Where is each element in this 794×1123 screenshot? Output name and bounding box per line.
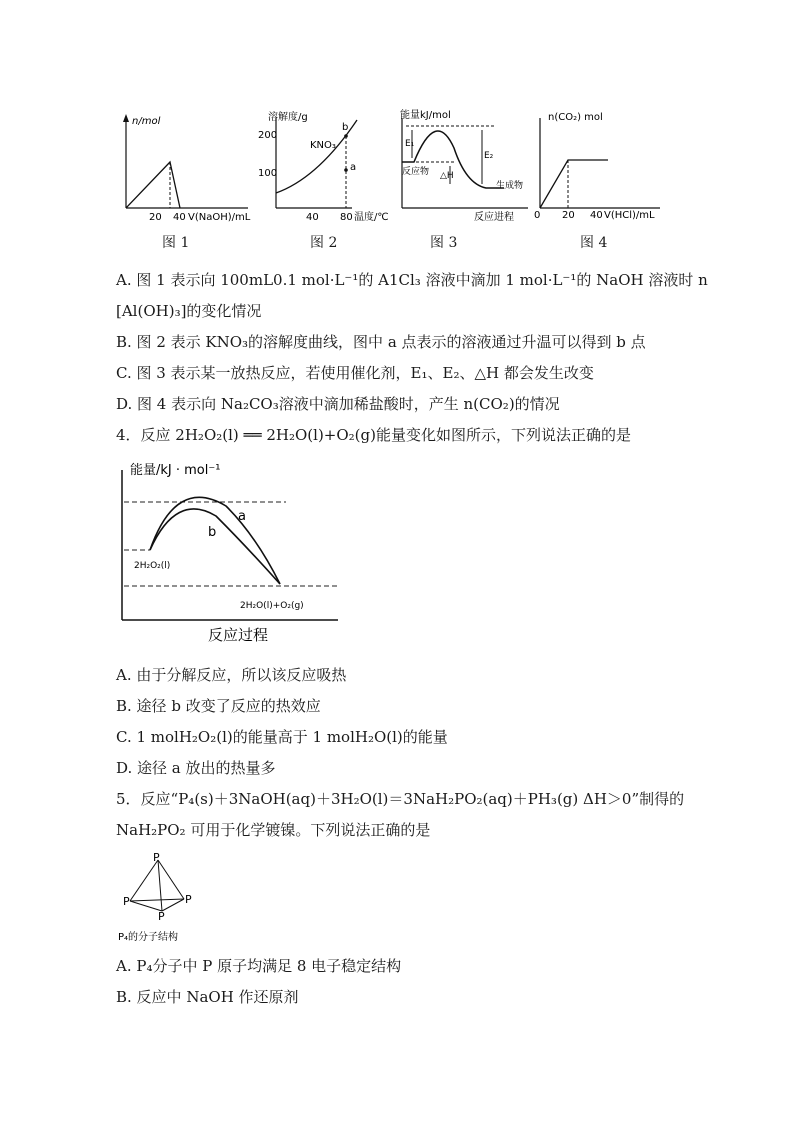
figure-4 <box>532 108 672 228</box>
q4-option-c: C. 1 molH₂O₂(l)的能量高于 1 molH₂O(l)的能量 <box>116 728 448 746</box>
p4-atom-top: P <box>153 851 160 864</box>
p4-molecule-diagram <box>116 850 216 946</box>
fig4-tick-20: 20 <box>562 210 575 221</box>
q4-graph-product: 2H₂O(l)+O₂(g) <box>240 601 304 611</box>
fig3-product: 生成物 <box>496 181 524 191</box>
fig4-tick-0: 0 <box>534 210 541 221</box>
fig3-reactant: 反应物 <box>402 167 430 177</box>
fig3-e2: E₂ <box>484 151 494 161</box>
q3-option-a-line1: A. 图 1 表示向 100mL0.1 mol·L⁻¹的 A1Cl₃ 溶液中滴加 1 mol·L⁻¹的 NaOH 溶液时 n <box>116 271 708 289</box>
fig4-xlabel: V(HCl)/mL <box>604 210 655 221</box>
fig2-xtick-40: 40 <box>306 212 319 223</box>
fig1-tick-20: 20 <box>149 212 162 223</box>
fig1-tick-40: 40 <box>173 212 186 223</box>
fig2-caption: 图 2 <box>310 235 338 251</box>
fig4-tick-40: 40 <box>590 210 603 221</box>
fig4-ylabel: n(CO₂) mol <box>548 112 603 123</box>
q4-graph-ylabel: 能量/kJ · mol⁻¹ <box>130 463 221 478</box>
q5-stem-line1: 5．反应“P₄(s)＋3NaOH(aq)＋3H₂O(l)＝3NaH₂PO₂(aq)＋PH₃(g) ΔH＞0”制得的 <box>116 790 685 808</box>
p4-atom-bottom: P <box>158 910 165 923</box>
fig2-ylabel: 溶解度/g <box>268 112 308 123</box>
q3-option-a-line2: [Al(OH)₃]的变化情况 <box>116 302 262 320</box>
fig3-xlabel: 反应进程 <box>474 212 514 223</box>
q3-option-c: C. 图 3 表示某一放热反应，若使用催化剂，E₁、E₂、△H 都会发生改变 <box>116 364 594 382</box>
fig1-ylabel: n/mol <box>132 116 161 127</box>
figure-2 <box>258 108 398 228</box>
q4-graph-reactant: 2H₂O₂(l) <box>134 561 171 571</box>
q5-stem-line2: NaH₂PO₂ 可用于化学镀镍。下列说法正确的是 <box>116 821 431 839</box>
q5-option-a: A. P₄分子中 P 原子均满足 8 电子稳定结构 <box>116 957 402 975</box>
q4-option-b: B. 途径 b 改变了反应的热效应 <box>116 697 321 715</box>
fig1-xlabel: V(NaOH)/mL <box>188 212 251 223</box>
q4-energy-graph <box>116 456 346 646</box>
q4-graph-curve-a: a <box>238 509 246 524</box>
q4-option-a: A. 由于分解反应，所以该反应吸热 <box>116 666 347 684</box>
q4-graph-curve-b: b <box>208 525 217 540</box>
figure-3 <box>396 108 536 228</box>
q5-option-b: B. 反应中 NaOH 作还原剂 <box>116 988 299 1006</box>
p4-atom-left: P <box>123 895 130 908</box>
fig3-dh: △H <box>440 171 454 181</box>
fig2-curve-label: KNO₃ <box>310 140 336 151</box>
q3-option-d: D. 图 4 表示向 Na₂CO₃溶液中滴加稀盐酸时，产生 n(CO₂)的情况 <box>116 395 560 413</box>
p4-atom-right: P <box>185 893 192 906</box>
q4-graph-xlabel: 反应过程 <box>208 626 269 644</box>
fig3-ylabel: 能量kJ/mol <box>400 110 451 121</box>
fig1-caption: 图 1 <box>162 235 190 251</box>
fig2-xlabel: 温度/℃ <box>354 212 389 223</box>
q4-stem: 4．反应 2H₂O₂(l) ══ 2H₂O(l)+O₂(g)能量变化如图所示，下列说法正确的是 <box>116 426 631 444</box>
fig3-caption: 图 3 <box>430 235 458 251</box>
fig2-xtick-80: 80 <box>340 212 353 223</box>
q4-option-d: D. 途径 a 放出的热量多 <box>116 759 276 777</box>
p4-caption: P₄的分子结构 <box>118 932 179 943</box>
figure-1 <box>118 110 258 230</box>
fig2-ytick-100: 100 <box>258 168 278 179</box>
fig2-point-b: b <box>342 122 349 133</box>
fig4-caption: 图 4 <box>580 235 608 251</box>
q3-option-b: B. 图 2 表示 KNO₃的溶解度曲线，图中 a 点表示的溶液通过升温可以得到 b 点 <box>116 333 646 351</box>
fig2-ytick-200: 200 <box>258 130 278 141</box>
fig2-point-a: a <box>350 162 357 173</box>
fig3-e1: E₁ <box>405 139 415 149</box>
